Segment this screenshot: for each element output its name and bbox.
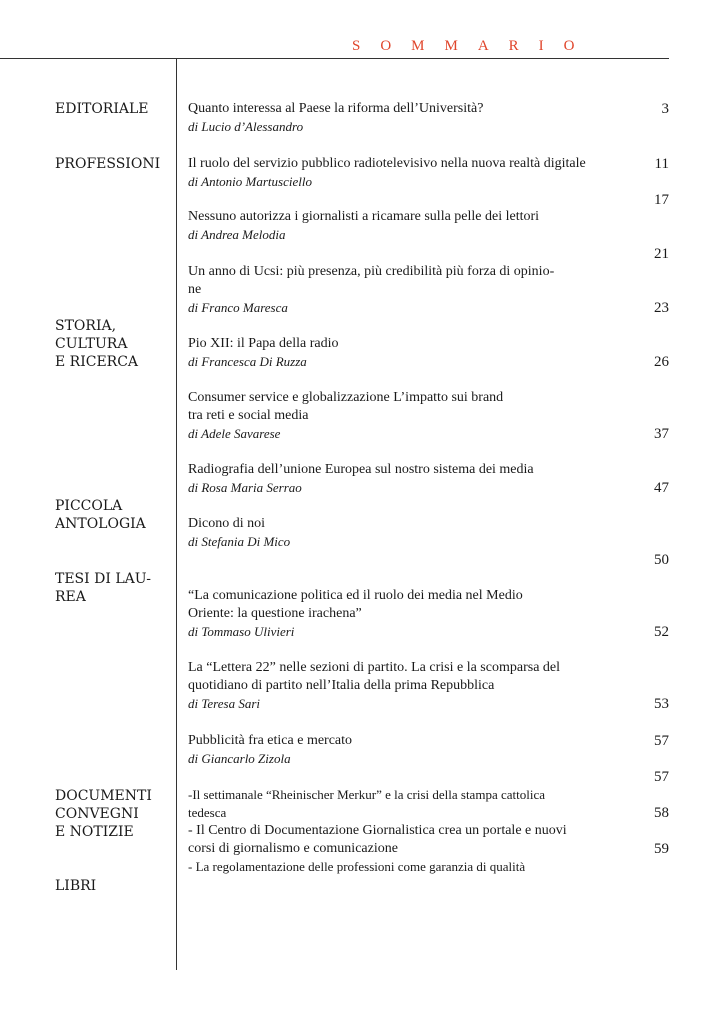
entry-title[interactable]: Dicono di noi [188, 516, 265, 531]
page-number: 57 [654, 733, 669, 749]
entry-author: di Tommaso Ulivieri [188, 624, 295, 639]
section-storia-cultura-ricerca: STORIA, CULTURA E RICERCA [55, 318, 139, 370]
entry-author: di Franco Maresca [188, 300, 288, 315]
entry-author: di Francesca Di Ruzza [188, 354, 307, 369]
entry-title-line[interactable]: quotidiano di partito nell’Italia della prima Repubblica [188, 678, 495, 693]
page-number: 17 [654, 192, 669, 208]
page-number: 50 [654, 552, 669, 568]
section-tesi-di-laurea: TESI DI LAU- REA [55, 571, 152, 605]
page-title: SOMMARIO [352, 38, 595, 54]
section-documenti-convegni: DOCUMENTI CONVEGNI E NOTIZIE [55, 788, 152, 840]
documenti-line[interactable]: tedesca [188, 805, 227, 820]
entry-title-line[interactable]: “La comunicazione politica ed il ruolo dei media nel Medio [188, 588, 523, 603]
entry-title[interactable]: Pio XII: il Papa della radio [188, 336, 339, 351]
page-number: 53 [654, 696, 669, 712]
section-editoriale: EDITORIALE [55, 101, 149, 117]
page-number: 23 [654, 300, 669, 316]
page-number: 59 [654, 841, 669, 857]
page-number: 3 [661, 101, 669, 117]
documenti-line[interactable]: -Il settimanale “Rheinischer Merkur” e la crisi della stampa cattolica [188, 787, 545, 802]
documenti-line[interactable]: - La regolamentazione delle professioni come garanzia di qualità [188, 859, 526, 874]
entry-title[interactable]: Quanto interessa al Paese la riforma dell’Università? [188, 101, 484, 116]
entry-author: di Antonio Martusciello [188, 174, 312, 189]
entry-author: di Adele Savarese [188, 426, 281, 441]
entry-author: di Andrea Melodia [188, 227, 286, 242]
entry-title-line[interactable]: Oriente: la questione irachena” [188, 606, 362, 621]
entry-title-line[interactable]: ne [188, 282, 202, 297]
entry-author: di Rosa Maria Serrao [188, 480, 302, 495]
entry-title[interactable]: Nessuno autorizza i giornalisti a ricamare sulla pelle dei lettori [188, 209, 540, 224]
entry-author: di Lucio d’Alessandro [188, 119, 304, 134]
documenti-line[interactable]: - Il Centro di Documentazione Giornalistica crea un portale e nuovi [188, 823, 567, 838]
page-number: 58 [654, 805, 669, 821]
column-divider [176, 58, 177, 970]
page-number: 21 [654, 246, 669, 262]
entry-author: di Giancarlo Zizola [188, 751, 291, 766]
entry-title-line[interactable]: Un anno di Ucsi: più presenza, più credibilità più forza di opinio- [188, 264, 555, 279]
entry-title-line[interactable]: La “Lettera 22” nelle sezioni di partito. La crisi e la scomparsa del [188, 660, 561, 675]
page-number: 26 [654, 354, 669, 370]
entry-author: di Stefania Di Mico [188, 534, 291, 549]
page-number: 37 [654, 426, 669, 442]
entry-title-line[interactable]: tra reti e social media [188, 408, 309, 423]
page-number: 52 [654, 624, 669, 640]
documenti-line[interactable]: corsi di giornalismo e comunicazione [188, 841, 398, 856]
entry-title[interactable]: Pubblicità fra etica e mercato [188, 733, 353, 748]
entry-title[interactable]: Il ruolo del servizio pubblico radiotelevisivo nella nuova realtà digitale [188, 156, 586, 171]
header-rule [0, 58, 669, 59]
section-professioni: PROFESSIONI [55, 156, 161, 172]
page-number: 11 [654, 156, 669, 172]
entry-title[interactable]: Radiografia dell’unione Europea sul nostro sistema dei media [188, 462, 534, 477]
page-number: 47 [654, 480, 669, 496]
page-number: 57 [654, 769, 669, 785]
entry-author: di Teresa Sari [188, 696, 260, 711]
section-piccola-antologia: PICCOLA ANTOLOGIA [55, 498, 146, 532]
entry-title-line[interactable]: Consumer service e globalizzazione L’impatto sui brand [188, 390, 504, 405]
section-libri: LIBRI [55, 878, 97, 894]
